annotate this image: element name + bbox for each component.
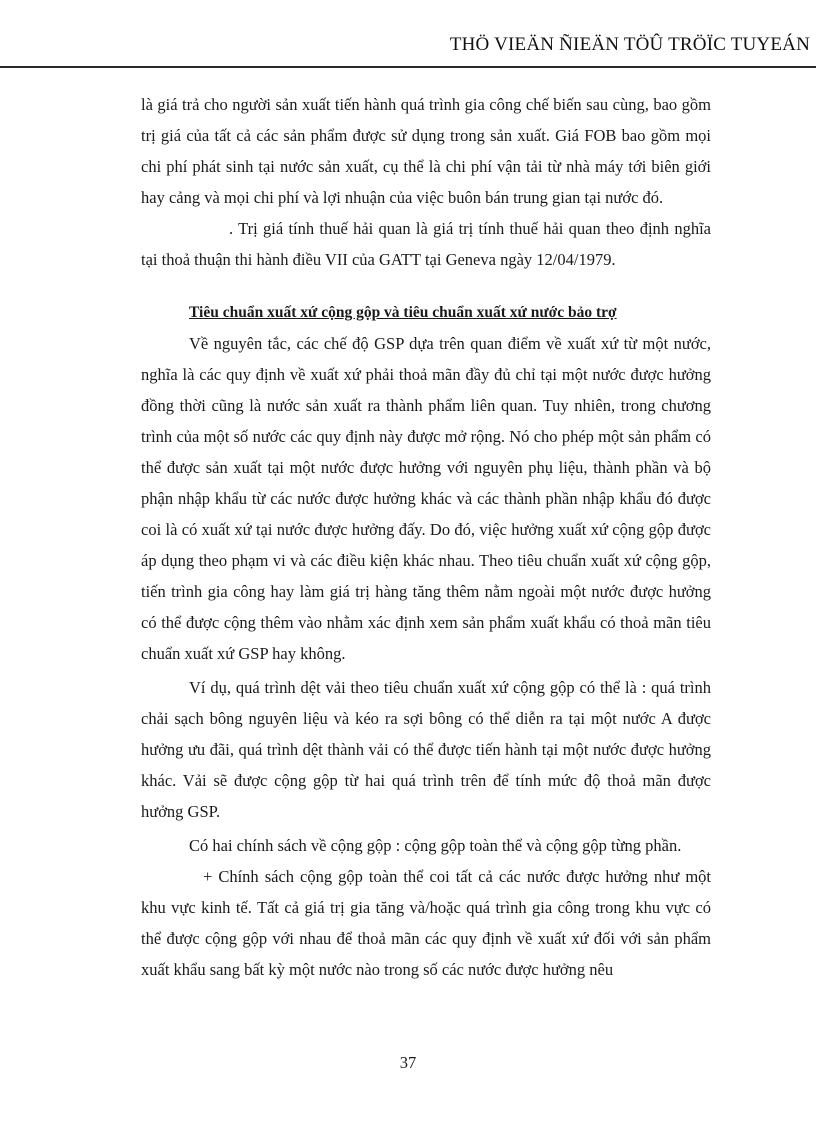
- paragraph-two-policies: Có hai chính sách về cộng gộp : cộng gộp toàn thể và cộng gộp từng phần.: [189, 836, 682, 855]
- section-heading: Tiêu chuẩn xuất xứ cộng gộp và tiêu chuẩn xuất xứ nước bảo trợ: [189, 304, 617, 321]
- paragraph-principle: Về nguyên tắc, các chế độ GSP dựa trên quan điểm về xuất xứ từ một nước, nghĩa là các quy định về xuất xứ phải thoả mãn đầy đủ chỉ tại một nước được hưởng đồng thời cũng là nước sản xuất ra thành phẩm liên quan. Tuy nhiên, trong chương trình của một số nước các quy định này được mở rộng. Nó cho phép một sản phẩm có thể được sản xuất tại một nước được hưởng với nguyên phụ liệu, thành phần và bộ phận nhập khẩu từ các nước được hưởng khác và các thành phần nhập khẩu đó được coi là có xuất xứ tại nước được hưởng đấy. Do đó, việc hưởng xuất xứ cộng gộp được áp dụng theo phạm vi và các điều kiện khác nhau. Theo tiêu chuẩn xuất xứ cộng gộp, tiến trình gia công hay làm giá trị hàng tăng thêm nằm ngoài một nước được hưởng có thể được cộng thêm vào nhằm xác định xem sản phẩm xuất khẩu có thoả mãn tiêu chuẩn xuất xứ GSP hay không.: [141, 334, 711, 663]
- spacer: [141, 275, 711, 297]
- paragraph-fob-price: là giá trả cho người sản xuất tiến hành quá trình gia công chế biến sau cùng, bao gồm trị giá của tất cả các sản phẩm được sử dụng trong sản xuất. Giá FOB bao gồm mọi chi phí phát sinh tại nước sản xuất, cụ thể là chi phí vận tải từ nhà máy tới biên giới hay cảng và mọi chi phí và lợi nhuận của việc buôn bán trung gian tại nước đó.: [141, 95, 711, 207]
- page-body: [141, 89, 711, 985]
- running-header: THÖ VIEÄN ÑIEÄN TÖÛ TRÖÏC TUYEÁN: [449, 34, 810, 55]
- paragraph-full-cumulation: + Chính sách cộng gộp toàn thể coi tất cả các nước được hưởng như một khu vực kinh tế. Tất cả giá trị gia tăng và/hoặc quá trình gia công trong khu vực có thể được cộng gộp với nhau để thoả mãn các quy định về xuất xứ đối với sản phẩm xuất khẩu sang bất kỳ một nước nào trong số các nước được hưởng nêu: [141, 867, 711, 979]
- header-divider: [0, 66, 816, 68]
- paragraph-customs-value: . Trị giá tính thuế hải quan là giá trị tính thuế hải quan theo định nghĩa tại thoả thuận thi hành điều VII của GATT tại Geneva ngày 12/04/1979.: [141, 219, 711, 269]
- paragraph-example: Ví dụ, quá trình dệt vải theo tiêu chuẩn xuất xứ cộng gộp có thể là : quá trình chải sạch bông nguyên liệu và kéo ra sợi bông có thể diễn ra tại một nước A được hưởng ưu đãi, quá trình dệt thành vải có thể được tiến hành tại một nước được hưởng khác. Vải sẽ được cộng gộp từ hai quá trình trên để tính mức độ thoả mãn được hưởng GSP.: [141, 678, 711, 821]
- page-number: 37: [399, 1053, 417, 1072]
